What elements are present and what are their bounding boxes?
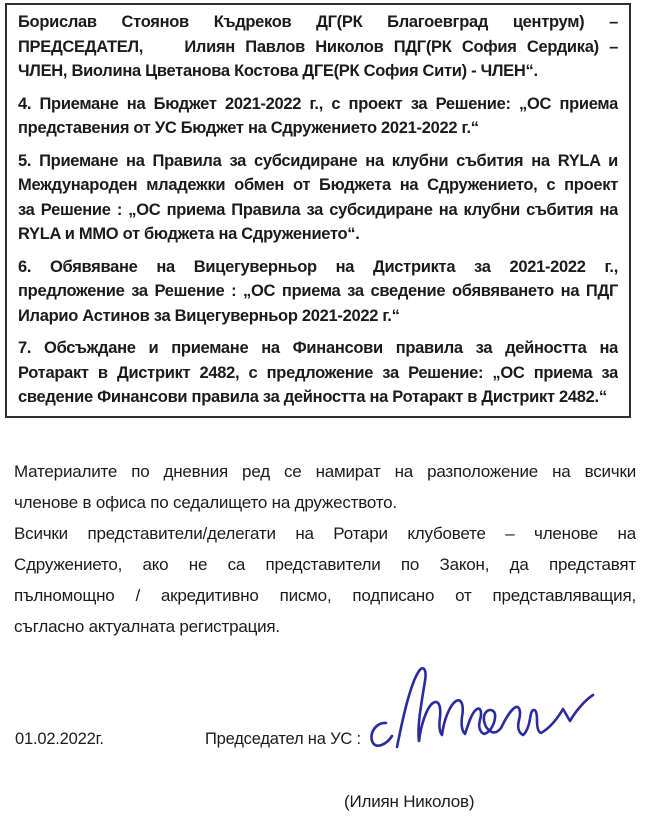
notes-section [14,456,636,642]
text-line: 5. Приемане на Правила за субсидиране на клубни събития на RYLA и [18,151,618,170]
signature-stroke [397,668,593,747]
text-line: членове в офиса по седалището на дружеството. [14,493,397,512]
text-line: съгласно актуалната регистрация. [14,617,280,636]
agenda-paragraph [18,92,618,141]
text-line: 4. Приемане на Бюджет 2021-2022 г., с проект за Решение: „ОС приема [18,94,618,113]
text-line: RYLA и ММО от бюджета на Сдружението“. [18,225,360,243]
text-line: Борислав Стоянов Къдреков ДГ(РК Благоевград центрум) – [18,13,618,31]
agenda-paragraph [18,255,618,329]
text-line: 6. Обявяване на Вицегуверньор на Дистрикта за 2021-2022 г., [18,257,618,276]
signature-image [360,648,596,750]
text-line: 7. Обсъждане и приемане на Финансови правила за дейността на [18,339,618,357]
text-line: Всички представители/делегати на Ротари клубовете – членове на [14,524,636,543]
text-line: пълномощно / акредитивно писмо, подписано от представляващия, [14,586,636,605]
text-line: за Решение : „ОС приема Правила за субсидиране на клубни събития на [18,200,618,219]
signer-name: (Илиян Николов) [344,792,475,811]
text-line: представения от УС Бюджет на Сдружението 2021-2022 г.“ [18,119,479,137]
text-line: Иларио Астинов за Вицегуверньор 2021-2022 г.“ [18,306,400,325]
text-line: Международен младежки обмен от Бюджета на Сдружението, с проект [18,176,618,194]
text-line: Материалите по дневния ред се намират на разположение на всички [14,462,636,481]
text-line: ЧЛЕН, Виолина Цветанова Костова ДГЕ(РК София Сити) - ЧЛЕН“. [18,62,538,80]
text-line: Сдружението, ако не са представители по Закон, да представят [14,555,636,574]
text-line: сведение Финансови правила за дейността на Ротаракт в Дистрикт 2482.“ [18,388,607,406]
chairman-label: Председател на УС : [205,730,361,748]
agenda-paragraph [18,149,618,247]
agenda-paragraph [18,10,618,84]
text-line: ПРЕДСЕДАТЕЛ, Илиян Павлов Николов ПДГ(РК София Сердика) – [18,37,618,56]
text-line: Ротаракт в Дистрикт 2482, с предложение за Решение: „ОС приема за [18,363,618,382]
date-text: 01.02.2022г. [15,730,104,748]
text-line: предложение за Решение : „ОС приема за сведение обявяването на ПДГ [18,282,618,300]
agenda-items-box [5,3,631,418]
note-paragraph [14,518,636,642]
agenda-paragraph [18,336,618,410]
note-paragraph [14,456,636,518]
signature-stroke [371,723,392,746]
